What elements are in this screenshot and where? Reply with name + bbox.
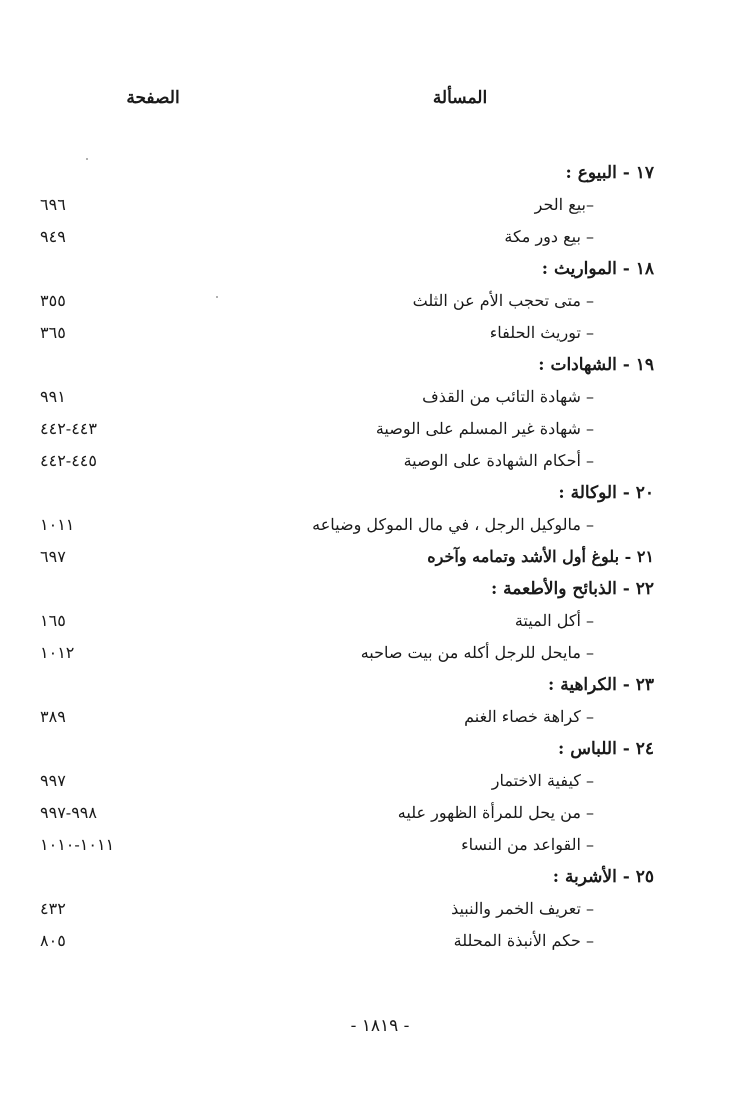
entry-text: – أحكام الشهادة على الوصية (403, 451, 594, 470)
entry-text: – بيع دور مكة (504, 227, 594, 246)
index-entry (0, 829, 752, 861)
section-title: ٢٥ - الأشربة : (552, 867, 654, 887)
index-entry (0, 317, 752, 349)
entry-page-number: ٦٩٦ (40, 195, 66, 214)
section-title: ١٩ - الشهادات : (538, 355, 654, 375)
entry-text: – تعريف الخمر والنبيذ (451, 899, 594, 918)
section-title: ١٨ - المواريث : (541, 259, 654, 279)
index-entry (0, 221, 752, 253)
entry-text: – القواعد من النساء (461, 835, 594, 854)
index-entry (0, 189, 752, 221)
section-title: ٢٤ - اللباس : (558, 739, 654, 759)
index-entry (0, 701, 752, 733)
scan-speck (86, 158, 88, 160)
entry-page-number: ٤٤٥-٤٤٢ (40, 451, 97, 470)
section-title: ٢٠ - الوكالة : (558, 483, 654, 503)
entry-page-number: ٩٩٨-٩٩٧ (40, 803, 97, 822)
index-entry (0, 765, 752, 797)
entry-page-number: ٩٩١ (40, 387, 66, 406)
entry-page-number: ١٠١١-١٠١٠ (40, 835, 115, 854)
index-entry (0, 797, 752, 829)
entry-text: – مايحل للرجل أكله من بيت صاحبه (360, 643, 594, 662)
section-title: ١٧ - البيوع : (565, 163, 654, 183)
entry-page-number: ١٦٥ (40, 611, 66, 630)
index-entry (0, 509, 752, 541)
entry-text: – متى تحجب الأم عن الثلث (412, 291, 594, 310)
index-section-heading (0, 253, 752, 285)
entry-text: – مالوكيل الرجل ، في مال الموكل وضياعه (312, 515, 594, 534)
index-section-heading (0, 669, 752, 701)
entry-page-number: ٨٠٥ (40, 931, 66, 950)
entry-text: ٢١ - بلوغ أول الأشد وتمامه وآخره (427, 547, 654, 566)
index-entry (0, 541, 752, 573)
index-section-heading (0, 477, 752, 509)
index-entry (0, 605, 752, 637)
entry-page-number: ١٠١١ (40, 515, 75, 534)
entry-page-number: ٤٤٣-٤٤٢ (40, 419, 97, 438)
entry-page-number: ٩٤٩ (40, 227, 66, 246)
index-entry (0, 445, 752, 477)
column-header-page: الصفحة (126, 88, 180, 108)
index-entry (0, 925, 752, 957)
index-entry (0, 285, 752, 317)
entry-text: – من يحل للمرأة الظهور عليه (397, 803, 594, 822)
entry-text: – أكل الميتة (514, 611, 594, 630)
column-header-issue: المسألة (432, 88, 488, 108)
entry-text: – شهادة التائب من القذف (422, 387, 594, 406)
section-title: ٢٣ - الكراهية : (548, 675, 654, 695)
section-title: ٢٢ - الذبائح والأطعمة : (490, 579, 654, 599)
entry-text: – توريث الحلفاء (489, 323, 594, 342)
entry-page-number: ٣٨٩ (40, 707, 66, 726)
entry-text: – حكم الأنبذة المحللة (453, 931, 594, 950)
entry-page-number: ١٠١٢ (40, 643, 75, 662)
entry-text: – كراهة خصاء الغنم (464, 707, 594, 726)
entry-page-number: ٣٥٥ (40, 291, 66, 310)
entry-page-number: ٦٩٧ (40, 547, 66, 566)
index-entry (0, 893, 752, 925)
index-section-heading (0, 861, 752, 893)
index-section-heading (0, 573, 752, 605)
index-section-heading (0, 733, 752, 765)
index-entry (0, 413, 752, 445)
index-section-heading (0, 349, 752, 381)
entry-page-number: ٩٩٧ (40, 771, 66, 790)
entry-page-number: ٣٦٥ (40, 323, 66, 342)
page-number: - ١٨١٩ - (350, 1016, 410, 1036)
entry-text: –بيع الحر (534, 195, 594, 214)
entry-text: – شهادة غير المسلم على الوصية (375, 419, 594, 438)
entry-text: – كيفية الاختمار (491, 771, 594, 790)
index-entry (0, 381, 752, 413)
index-entry (0, 637, 752, 669)
scan-speck (216, 296, 218, 298)
index-section-heading (0, 157, 752, 189)
entry-page-number: ٤٣٢ (40, 899, 66, 918)
